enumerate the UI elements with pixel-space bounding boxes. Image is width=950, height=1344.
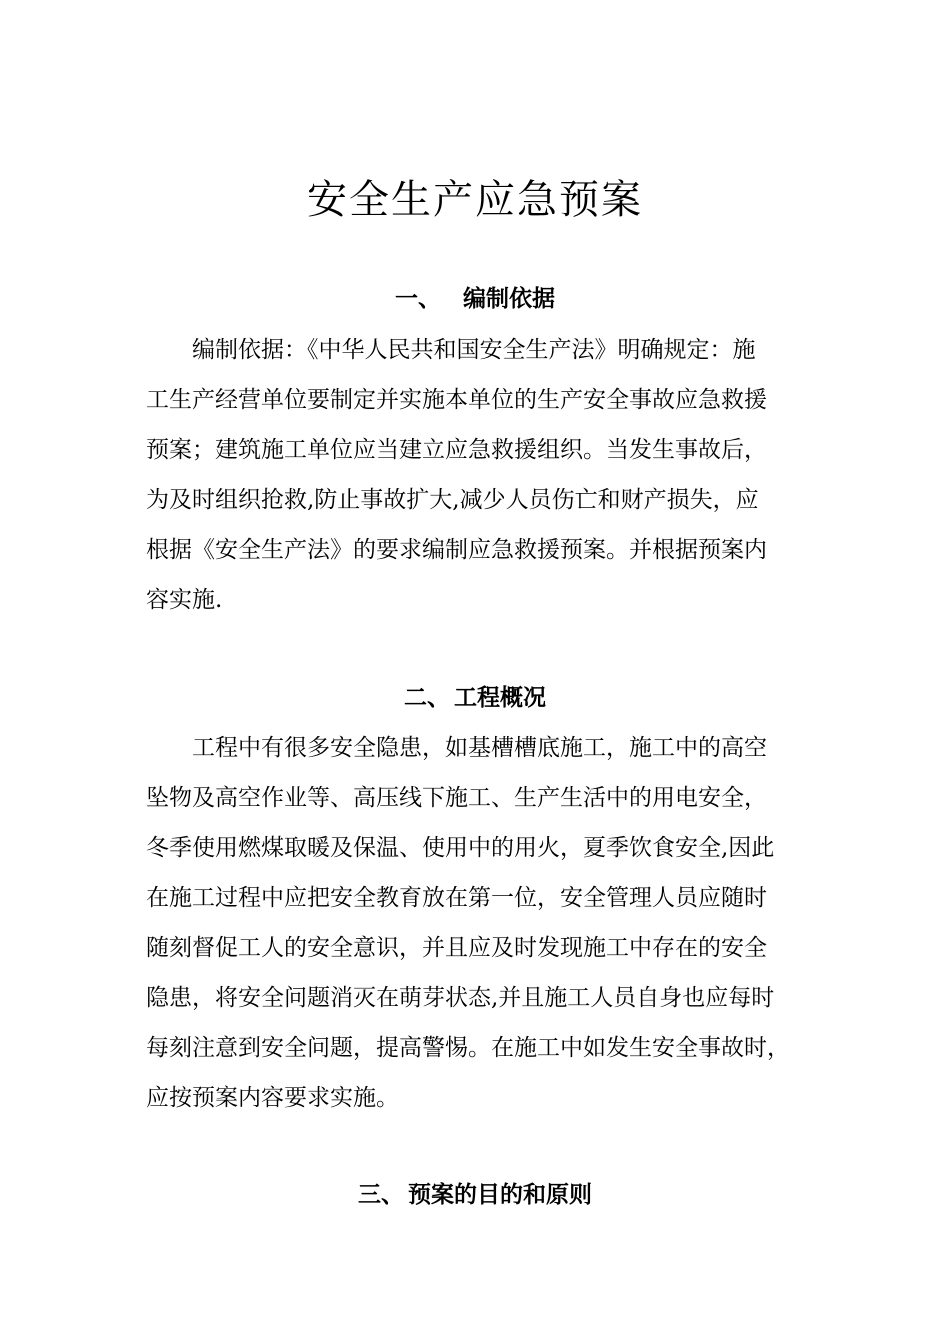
paragraph-line: 根据《安全生产法》的要求编制应急救援预案。并根据预案内: [146, 537, 767, 563]
section-paragraph-overview: [146, 723, 806, 1123]
section-number: 一、: [395, 286, 441, 312]
paragraph-line: 预案；建筑施工单位应当建立应急救援组织。当发生事故后，: [146, 437, 767, 463]
section-heading-text: 编制依据: [463, 286, 555, 312]
paragraph-line: 工生产经营单位要制定并实施本单位的生产安全事故应急救援: [146, 387, 767, 413]
section-heading-overview: [0, 683, 950, 713]
paragraph-line: 每刻注意到安全问题，提高警惕。在施工中如发生安全事故时，: [146, 1035, 790, 1061]
section-heading-basis: [0, 284, 950, 314]
paragraph-line: 为及时组织抢救,防止事故扩大,减少人员伤亡和财产损失，应: [146, 487, 759, 513]
paragraph-line: 编制依据：《中华人民共和国安全生产法》明确规定：施: [192, 337, 756, 363]
paragraph-line: 在施工过程中应把安全教育放在第一位，安全管理人员应随时: [146, 885, 767, 911]
paragraph-line: 冬季使用燃煤取暖及保温、使用中的用火，夏季饮食安全,因此: [146, 835, 775, 861]
section-number: 三、: [358, 1182, 404, 1208]
section-heading-text: 预案的目的和原则: [408, 1182, 592, 1208]
paragraph-line: 工程中有很多安全隐患，如基槽槽底施工，施工中的高空: [192, 735, 767, 761]
paragraph-line: 容实施.: [146, 587, 223, 613]
paragraph-line: 坠物及高空作业等、高压线下施工、生产生活中的用电安全，: [146, 785, 767, 811]
paragraph-line: 随刻督促工人的安全意识，并且应及时发现施工中存在的安全: [146, 935, 767, 961]
paragraph-line: 隐患，将安全问题消灭在萌芽状态,并且施工人员自身也应每时: [146, 985, 775, 1011]
section-heading-text: 工程概况: [454, 685, 546, 711]
section-paragraph-basis: [146, 325, 806, 625]
section-heading-purpose: [0, 1180, 950, 1210]
document-title: 安全生产应急预案: [307, 177, 643, 223]
section-number: 二、: [404, 685, 450, 711]
paragraph-line: 应按预案内容要求实施。: [146, 1085, 399, 1111]
